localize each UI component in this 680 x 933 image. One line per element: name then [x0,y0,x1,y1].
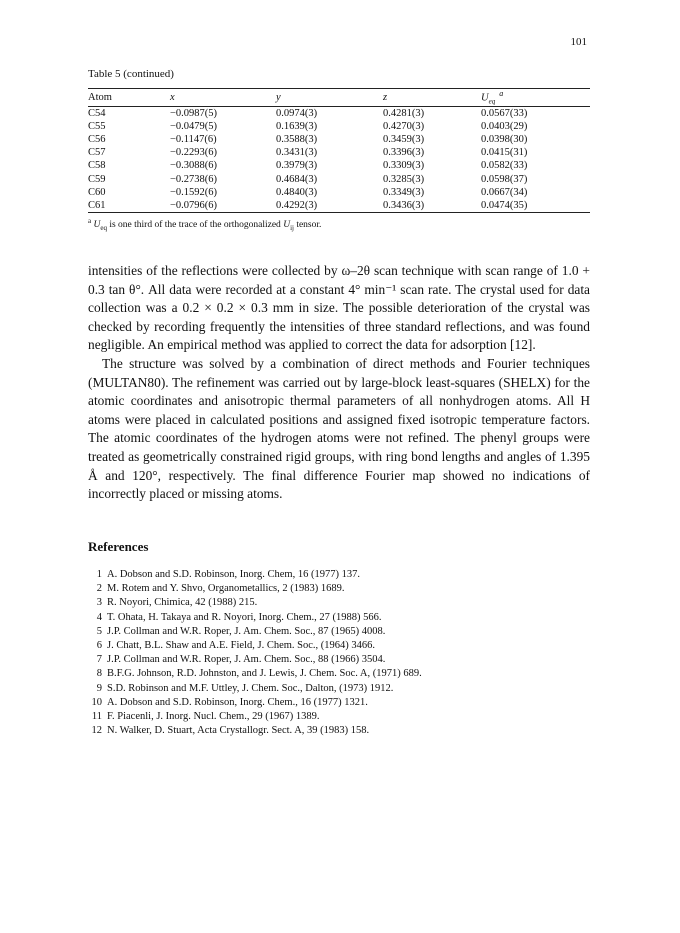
body-text [88,262,590,504]
table-header-row [88,89,590,106]
table-row [88,146,590,159]
reference-item [88,667,590,681]
reference-item [88,582,590,596]
reference-number: 2 [96,583,102,595]
table-caption: Table 5 (continued) [88,68,174,80]
references-list [88,568,590,738]
cell-y: 0.3979(3) [276,160,318,172]
cell-atom: C55 [88,120,106,132]
cell-x: −0.0987(5) [170,107,218,119]
cell-x: −0.3088(6) [170,160,218,172]
reference-number: 1 [96,569,102,580]
reference-text: R. Noyori, Chimica, 42 (1988) 215. [107,597,258,609]
reference-text: B.F.G. Johnson, R.D. Johnston, and J. Lewis, J. Chem. Soc. A, (1971) 689. [107,668,422,680]
cell-z: 0.3309(3) [383,160,425,172]
header-y: y [276,91,281,103]
cell-atom: C59 [88,173,106,185]
reference-item [88,611,590,625]
cell-z: 0.4281(3) [383,107,425,119]
reference-text: N. Walker, D. Stuart, Acta Crystallogr. Sect. A, 39 (1983) 158. [107,725,370,737]
cell-z: 0.4270(3) [383,120,425,132]
reference-number: 8 [96,668,102,680]
table-row [88,159,590,172]
cell-y: 0.3431(3) [276,147,318,159]
cell-z: 0.3285(3) [383,173,425,185]
reference-item [88,625,590,639]
reference-number: 12 [91,725,102,737]
cell-y: 0.0974(3) [276,107,318,119]
footnote-uij: U [283,220,291,231]
cell-y: 0.4292(3) [276,200,318,212]
footnote-ueq-subscript: eq [100,224,107,233]
reference-text: S.D. Robinson and M.F. Uttley, J. Chem. Soc., Dalton, (1973) 1912. [107,682,394,694]
table-bottom-rule [88,212,590,213]
header-z: z [383,91,388,103]
reference-number: 4 [96,611,102,623]
header-ueq-footnote-mark: a [499,89,504,98]
reference-number: 6 [96,640,102,652]
reference-text: T. Ohata, H. Takaya and R. Noyori, Inorg. Chem., 27 (1988) 566. [107,611,382,623]
footnote-uij-subscript: ij [290,224,294,233]
reference-number: 5 [96,625,102,637]
reference-number: 7 [96,654,102,666]
cell-x: −0.2293(6) [170,147,218,159]
header-ueq-symbol: U [481,92,489,104]
footnote-end: tensor. [293,220,322,231]
cell-ueq: 0.0403(29) [481,120,528,132]
cell-z: 0.3349(3) [383,186,425,198]
reference-number: 3 [96,597,102,609]
table-row [88,173,590,186]
references-heading: References [88,539,149,554]
table-row [88,133,590,146]
body-paragraph-2: The structure was solved by a combination of direct methods and Fourier techniques (MULTAN80). The refinement was carried out by large-block least-squares (SHELX) for the atomic coordinates and anisotropic thermal parameters of all nonhydrogen atoms. All H atoms were placed in calculated positions and assigned fixed isotropic temperature factors. The atomic coordinates of the hydrogen atoms were not refined. The phenyl groups were treated as geometrically constrained rigid groups, with ring bond lengths and angles of 1.395 Å and 120°, respectively. The final difference Fourier map showed no indications of incorrectly placed or missing atoms. [88,355,590,502]
header-ueq-subscript: eq [488,97,496,106]
reference-item [88,653,590,667]
cell-y: 0.4684(3) [276,173,318,185]
reference-text: M. Rotem and Y. Shvo, Organometallics, 2 (1983) 1689. [107,583,345,595]
cell-z: 0.3436(3) [383,200,425,212]
cell-atom: C57 [88,147,106,159]
table-row [88,120,590,133]
reference-text: F. Piacenli, J. Inorg. Nucl. Chem., 29 (1967) 1389. [107,711,320,723]
body-paragraph-1: intensities of the reflections were collected by ω–2θ scan technique with scan range of 1.0 + 0.3 tan θ°. All data were recorded at a constant 4° min⁻¹ scan rate. The crystal used for data collection was a 0.2 × 0.2 × 0.3 mm in size. The possible deterioration of the crystal was checked by recording frequently the intensities of three standard reflections, and was found negligible. An empirical method was applied to correct the data for adsorption [12]. [88,263,590,353]
page-number: 101 [570,36,587,48]
cell-ueq: 0.0598(37) [481,173,528,185]
header-x: x [170,91,175,103]
reference-number: 10 [91,696,102,708]
reference-text: A. Dobson and S.D. Robinson, Inorg. Chem., 16 (1977) 1321. [107,696,368,708]
footnote-ueq: U [93,220,101,231]
cell-z: 0.3459(3) [383,134,425,145]
reference-text: A. Dobson and S.D. Robinson, Inorg. Chem, 16 (1977) 137. [107,569,360,580]
header-atom: Atom [88,91,112,103]
table-row [88,107,590,120]
reference-item [88,596,590,610]
reference-number: 11 [91,711,102,723]
cell-ueq: 0.0582(33) [481,160,528,172]
cell-ueq: 0.0415(31) [481,147,528,159]
cell-x: −0.2738(6) [170,173,218,185]
reference-item [88,639,590,653]
table-footnote [88,217,590,232]
table-row [88,186,590,199]
cell-atom: C56 [88,134,106,145]
coordinates-table-body [88,107,590,213]
cell-y: 0.4840(3) [276,186,318,198]
cell-x: −0.0796(6) [170,200,218,212]
cell-atom: C54 [88,107,106,119]
reference-item [88,724,590,738]
cell-ueq: 0.0474(35) [481,200,528,212]
cell-atom: C58 [88,160,106,172]
reference-item [88,696,590,710]
coordinates-table [88,89,590,106]
header-ueq [481,89,590,106]
coordinates-table-block [88,88,590,232]
cell-y: 0.3588(3) [276,134,318,145]
cell-atom: C60 [88,186,106,198]
reference-text: J.P. Collman and W.R. Roper, J. Am. Chem. Soc., 88 (1966) 3504. [107,654,386,666]
reference-number: 9 [96,682,102,694]
cell-y: 0.1639(3) [276,120,318,132]
reference-item [88,568,590,582]
cell-ueq: 0.0667(34) [481,186,528,198]
footnote-text: is one third of the trace of the orthogonalized [106,220,284,231]
cell-ueq: 0.0398(30) [481,134,528,145]
cell-x: −0.0479(5) [170,120,218,132]
cell-atom: C61 [88,200,106,212]
reference-text: J. Chatt, B.L. Shaw and A.E. Field, J. Chem. Soc., (1964) 3466. [107,640,376,652]
cell-z: 0.3396(3) [383,147,425,159]
reference-item [88,710,590,724]
table-row [88,199,590,212]
footnote-mark: a [88,217,92,226]
reference-text: J.P. Collman and W.R. Roper, J. Am. Chem. Soc., 87 (1965) 4008. [107,625,386,637]
reference-item [88,682,590,696]
cell-ueq: 0.0567(33) [481,107,528,119]
cell-x: −0.1147(6) [170,134,217,145]
cell-x: −0.1592(6) [170,186,218,198]
